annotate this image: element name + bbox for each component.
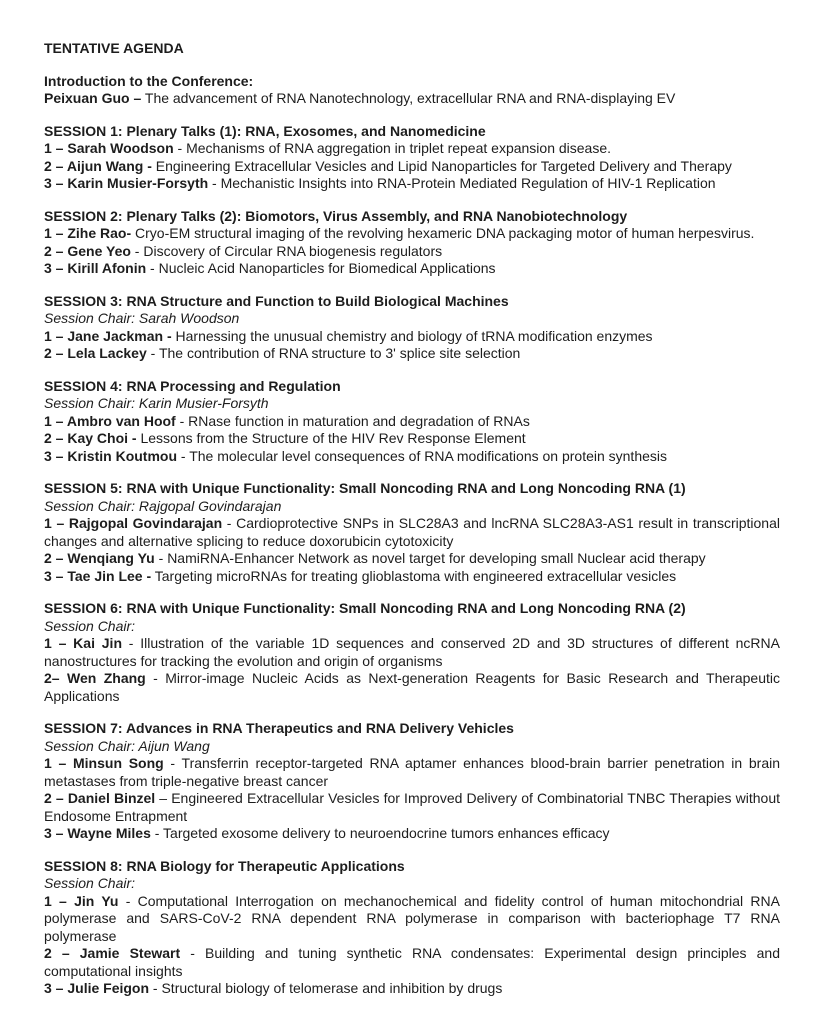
talk-title: - Mechanisms of RNA aggregation in triplet repeat expansion disease. <box>173 140 612 156</box>
talk-speaker-name: 3 – Wayne Miles <box>44 825 151 841</box>
session-block-4 <box>44 378 780 466</box>
talk-title: Targeting microRNAs for treating glioblastoma with engineered extracellular vesicles <box>151 567 677 584</box>
session-heading: SESSION 2: Plenary Talks (2): Biomotors, Virus Assembly, and RNA Nanobiotechnology <box>44 207 628 224</box>
talk-title: Harnessing the unusual chemistry and biology of tRNA modification enzymes <box>171 327 653 344</box>
talk-speaker-name: 1 – Kai Jin <box>44 635 122 651</box>
talk-title: - Computational Interrogation on mechanochemical and fidelity control of human mitochondrial RNA polymerase and SARS-CoV-2 RNA dependent RNA polymerase in comparison with bacteriophage T7 RNA polymerase <box>44 892 780 944</box>
page-title: TENTATIVE AGENDA <box>44 40 184 56</box>
talk-item <box>44 755 780 790</box>
talk-speaker-name: 1 – Ambro van Hoof <box>44 412 176 429</box>
talk-speaker-name: 3 – Karin Musier-Forsyth <box>44 175 209 191</box>
session-chair-label: Session Chair: Karin Musier-Forsyth <box>44 395 269 411</box>
session-heading: SESSION 1: Plenary Talks (1): RNA, Exosomes, and Nanomedicine <box>44 122 486 139</box>
session-chair-label: Session Chair: Rajgopal Govindarajan <box>44 497 282 514</box>
talk-title: - Mirror-image Nucleic Acids as Next-generation Reagents for Basic Research and Therapeutic Applications <box>44 670 780 704</box>
talk-speaker-name: 1 – Minsun Song <box>44 755 164 771</box>
talk-title: - Targeted exosome delivery to neuroendocrine tumors enhances efficacy <box>150 825 610 841</box>
intro-talk <box>44 90 780 108</box>
session-block-5 <box>44 480 780 585</box>
session-heading: SESSION 6: RNA with Unique Functionality: Small Noncoding RNA and Long Noncoding RNA (2) <box>44 600 686 616</box>
talk-item <box>44 635 780 670</box>
session-heading: SESSION 5: RNA with Unique Functionality: Small Noncoding RNA and Long Noncoding RNA (1) <box>44 480 686 496</box>
talk-title: - Nucleic Acid Nanoparticles for Biomedical Applications <box>146 260 496 276</box>
talk-speaker-name: 2– Wen Zhang <box>44 670 146 686</box>
sessions-list <box>44 123 780 998</box>
talk-item <box>44 345 780 363</box>
talk-speaker-name: 3 – Kirill Afonin <box>44 260 147 276</box>
talk-title: Cryo-EM structural imaging of the revolving hexameric DNA packaging motor of human herpesvirus. <box>131 225 755 241</box>
talk-title: - Transferrin receptor-targeted RNA aptamer enhances blood-brain barrier penetration in brain metastases from triple-negative breast cancer <box>44 755 781 789</box>
session-block-7 <box>44 720 780 843</box>
talk-item <box>44 158 780 176</box>
talk-speaker-name: 2 – Aijun Wang - <box>44 157 152 174</box>
intro-speaker-name: Peixuan Guo – <box>44 90 142 106</box>
talk-title: Engineering Extracellular Vesicles and Lipid Nanoparticles for Targeted Delivery and Therapy <box>151 157 732 174</box>
talk-speaker-name: 1 – Jane Jackman - <box>44 327 172 344</box>
talk-item <box>44 893 780 946</box>
talk-title: - Mechanistic Insights into RNA-Protein Mediated Regulation of HIV-1 Replication <box>208 175 716 191</box>
talk-speaker-name: 2 – Kay Choi - <box>44 430 137 446</box>
talk-item <box>44 225 780 243</box>
talk-item <box>44 430 780 448</box>
session-chair-label: Session Chair: Aijun Wang <box>44 737 210 754</box>
talk-title: Lessons from the Structure of the HIV Rev Response Element <box>136 430 526 446</box>
session-block-3 <box>44 293 780 363</box>
talk-item <box>44 790 780 825</box>
session-chair-label: Session Chair: <box>44 875 136 891</box>
talk-item <box>44 413 780 431</box>
talk-title: - Building and tuning synthetic RNA condensates: Experimental design principles and computational insights <box>44 945 780 979</box>
talk-item <box>44 980 780 998</box>
talk-speaker-name: 1 – Sarah Woodson <box>44 140 174 156</box>
talk-speaker-name: 3 – Julie Feigon <box>44 980 150 996</box>
talk-speaker-name: 2 – Daniel Binzel <box>44 790 156 806</box>
talk-item <box>44 670 780 705</box>
talk-item <box>44 825 780 843</box>
session-block-1 <box>44 123 780 193</box>
talk-speaker-name: 2 – Jamie Stewart <box>44 945 181 961</box>
talk-item <box>44 945 780 980</box>
talk-title: - The contribution of RNA structure to 3' splice site selection <box>146 345 521 361</box>
talk-speaker-name: 3 – Tae Jin Lee - <box>44 567 152 584</box>
session-block-8 <box>44 858 780 998</box>
talk-speaker-name: 3 – Kristin Koutmou <box>44 447 178 464</box>
talk-item <box>44 243 780 261</box>
talk-title: - RNase function in maturation and degradation of RNAs <box>175 412 530 429</box>
talk-item <box>44 550 780 568</box>
talk-speaker-name: 2 – Gene Yeo <box>44 242 131 259</box>
session-heading: SESSION 4: RNA Processing and Regulation <box>44 377 341 394</box>
session-heading: SESSION 8: RNA Biology for Therapeutic Applications <box>44 857 405 874</box>
session-heading: SESSION 7: Advances in RNA Therapeutics and RNA Delivery Vehicles <box>44 720 514 736</box>
talk-item <box>44 260 780 278</box>
talk-title: - Structural biology of telomerase and inhibition by drugs <box>149 980 503 996</box>
talk-speaker-name: 2 – Wenqiang Yu <box>44 550 155 566</box>
talk-speaker-name: 1 – Zihe Rao- <box>44 225 132 241</box>
session-heading: SESSION 3: RNA Structure and Function to Build Biological Machines <box>44 292 509 309</box>
talk-item <box>44 448 780 466</box>
session-block-2 <box>44 208 780 278</box>
talk-title: - Illustration of the variable 1D sequences and conserved 2D and 3D structures of different ncRNA nanostructures for tracking the evolution and origin of organisms <box>44 635 780 669</box>
session-block-6 <box>44 600 780 705</box>
talk-item <box>44 328 780 346</box>
talk-speaker-name: 1 – Rajgopal Govindarajan <box>44 515 223 531</box>
talk-item <box>44 140 780 158</box>
talk-speaker-name: 1 – Jin Yu <box>44 892 119 909</box>
talk-title: - NamiRNA-Enhancer Network as novel target for developing small Nuclear acid therapy <box>154 550 706 566</box>
talk-title: – Engineered Extracellular Vesicles for Improved Delivery of Combinatorial TNBC Therapies without Endosome Entrapment <box>44 790 780 824</box>
intro-block <box>44 73 780 108</box>
talk-title: - The molecular level consequences of RNA modifications on protein synthesis <box>177 447 668 464</box>
session-chair-label: Session Chair: Sarah Woodson <box>44 310 240 326</box>
talk-speaker-name: 2 – Lela Lackey <box>44 345 147 361</box>
intro-talk-title: The advancement of RNA Nanotechnology, extracellular RNA and RNA-displaying EV <box>141 90 676 106</box>
talk-item <box>44 515 780 550</box>
talk-item <box>44 568 780 586</box>
talk-title: - Cardioprotective SNPs in SLC28A3 and lncRNA SLC28A3-AS1 result in transcriptional changes and alternative splicing to reduce doxorubicin cytotoxicity <box>44 515 780 549</box>
talk-title: - Discovery of Circular RNA biogenesis regulators <box>130 242 443 259</box>
intro-heading: Introduction to the Conference: <box>44 72 254 89</box>
session-chair-label: Session Chair: <box>44 617 136 634</box>
talk-item <box>44 175 780 193</box>
